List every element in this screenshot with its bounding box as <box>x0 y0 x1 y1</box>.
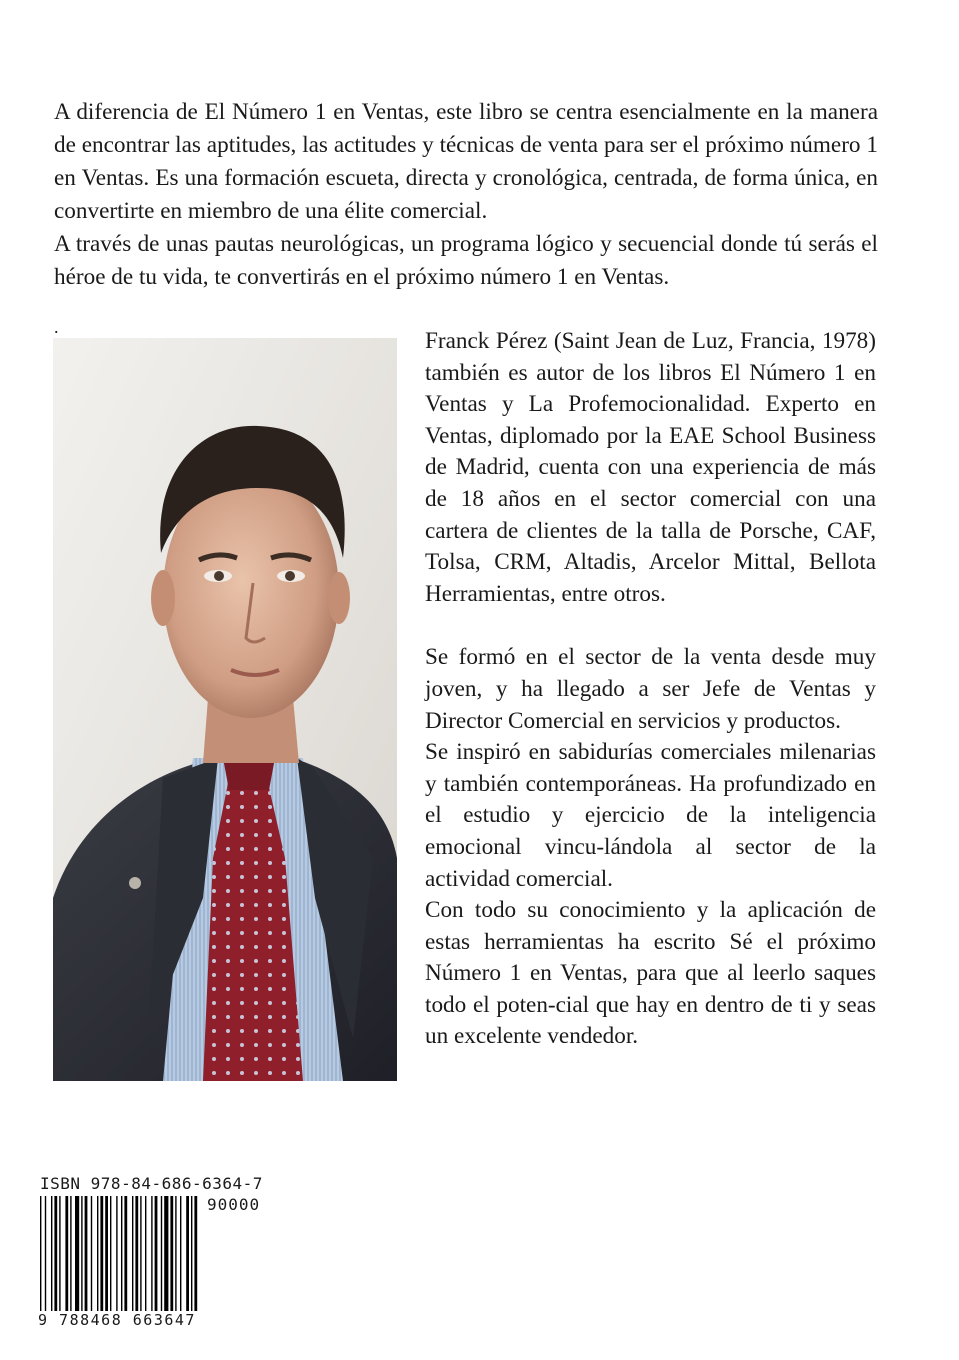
barcode-bar <box>155 1196 158 1314</box>
barcode-bar <box>140 1196 141 1314</box>
barcode-bar <box>145 1196 146 1314</box>
barcode-bar <box>105 1196 108 1314</box>
stray-marker: . <box>54 317 59 337</box>
price-code: 90000 <box>207 1195 261 1214</box>
barcode-bar <box>135 1196 138 1314</box>
barcode-bar <box>97 1196 98 1314</box>
author-photo-icon <box>53 338 397 1081</box>
barcode-bar <box>54 1196 57 1314</box>
intro-paragraph: A diferencia de El Número 1 en Ventas, este libro se centra esencialmente en la manera de encontrar las aptitudes, las actitudes y técnicas de venta para ser el próximo número 1 en Ventas. Es una formación escueta, directa y cronológica, centrada, de forma única, en convertirte en miembro de una élite comercial. <box>54 99 878 224</box>
barcode-bar <box>194 1196 197 1314</box>
barcode-bar <box>121 1196 122 1314</box>
barcode-icon <box>38 1196 274 1326</box>
barcode-bar <box>81 1196 82 1314</box>
barcode-bar <box>164 1196 168 1314</box>
barcode-bar <box>75 1196 79 1314</box>
bio-paragraph: Con todo su conocimiento y la aplicación de estas herramientas ha escrito Sé el próximo Número 1 en Ventas, para que al leerlo saques todo el poten-cial que hay en dentro de ti y seas un excelente vendedor. <box>425 897 876 1050</box>
barcode-bar <box>65 1196 68 1314</box>
barcode-bar <box>45 1196 46 1314</box>
barcode-bar <box>175 1196 176 1314</box>
author-photo <box>53 338 397 1081</box>
bio-paragraph: Se formó en el sector de la venta desde muy joven, y ha llegado a ser Jefe de Ventas y Director Comercial en servicios y productos. <box>425 644 876 734</box>
barcode-bar <box>59 1196 60 1314</box>
barcode-bar <box>40 1196 41 1314</box>
barcode-bar <box>124 1196 127 1314</box>
barcode-bar <box>191 1196 192 1314</box>
intro-text <box>54 96 878 294</box>
barcode-bar <box>51 1196 52 1314</box>
barcode-bar <box>170 1196 173 1314</box>
barcode-bar <box>85 1196 88 1314</box>
barcode-bar <box>180 1196 181 1314</box>
author-bio <box>425 326 876 1053</box>
barcode-bar <box>110 1196 111 1314</box>
barcode-bar <box>116 1196 117 1314</box>
barcode-bar <box>161 1196 162 1314</box>
barcode-bar <box>132 1196 133 1314</box>
barcode-bar <box>186 1196 189 1314</box>
ean-number: 9 788468 663647 <box>38 1311 270 1329</box>
bio-paragraph: Se inspiró en sabidurías comerciales milenarias y también contemporáneas. Ha profundizado en el estudio y ejercicio de la inteligencia emocional vincu-lándola al sector de la actividad comercial. <box>425 739 876 892</box>
intro-paragraph: A través de unas pautas neurológicas, un programa lógico y secuencial donde tú serás el héroe de tu vida, te convertirás en el próximo número 1 en Ventas. <box>54 231 878 290</box>
barcode-bar <box>70 1196 71 1314</box>
barcode-bar <box>100 1196 103 1314</box>
isbn-label: ISBN 978-84-686-6364-7 <box>40 1174 263 1193</box>
barcode-bar <box>91 1196 92 1314</box>
bio-paragraph: Franck Pérez (Saint Jean de Luz, Francia, 1978) también es autor de los libros El Número 1 en Ventas y La Profemocionalidad. Experto en Ventas, diplomado por la EAE School Business de Madrid, cuenta con una experiencia de más de 18 años en el sector comercial con una cartera de clientes de la talla de Porsche, CAF, Tolsa, CRM, Altadis, Arcelor Mittal, Bellota Herramientas, entre otros. <box>425 328 876 607</box>
barcode-bar <box>151 1196 152 1314</box>
